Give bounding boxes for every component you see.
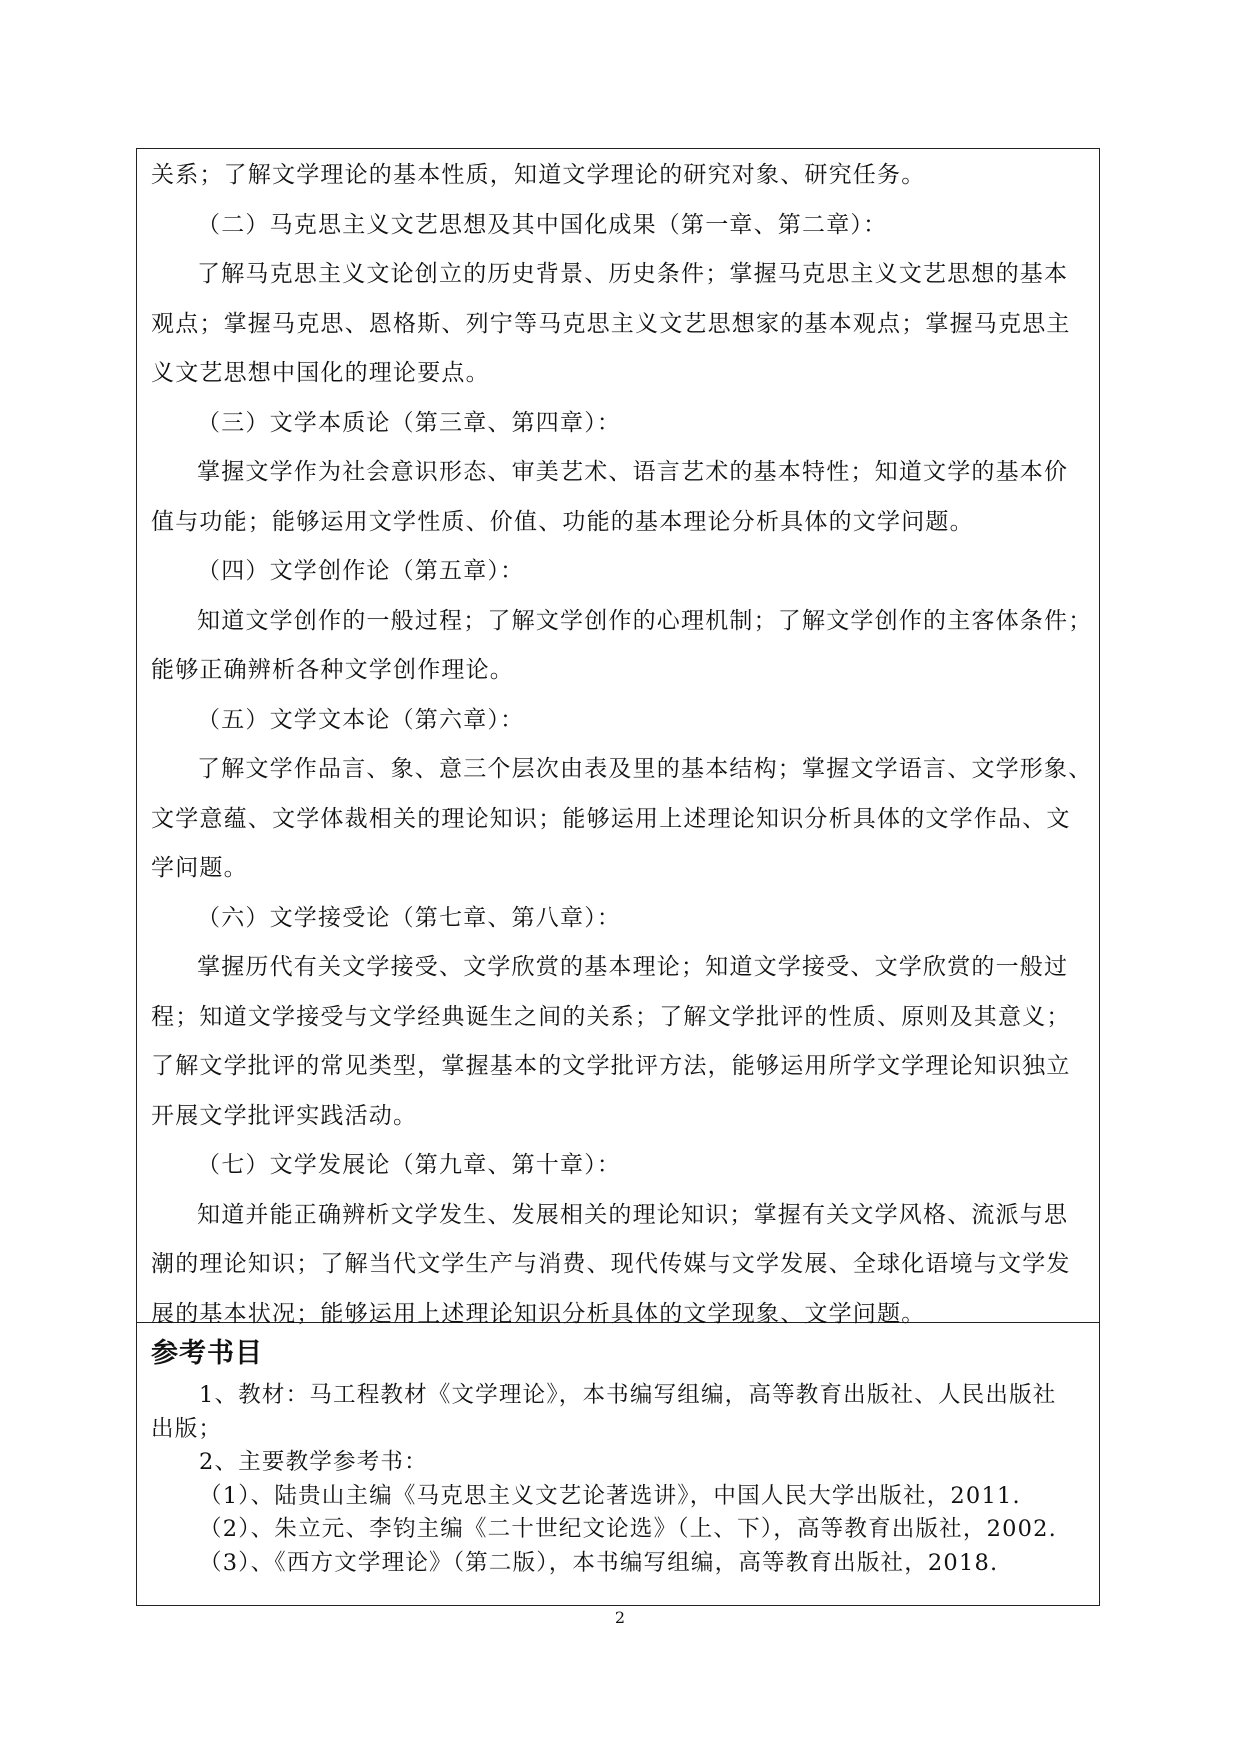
reference-item: （3）、《西方文学理论》（第二版），本书编写组编，高等教育出版社，2018. <box>199 1549 999 1576</box>
reference-item: （2）、朱立元、李钧主编《二十世纪文论选》（上、下），高等教育出版社，2002. <box>199 1516 1057 1542</box>
objectives-line: 了解文学批评的常见类型，掌握基本的文学批评方法，能够运用所学文学理论知识独立 <box>151 1053 1071 1079</box>
objectives-line: 了解马克思主义文论创立的历史背景、历史条件；掌握马克思主义文艺思想的基本 <box>197 261 1069 287</box>
objectives-line: 知道并能正确辨析文学发生、发展相关的理论知识；掌握有关文学风格、流派与思 <box>197 1201 1069 1228</box>
objectives-line: 能够正确辨析各种文学创作理论。 <box>151 657 514 683</box>
page-number: 2 <box>614 1608 626 1627</box>
objectives-line: 掌握历代有关文学接受、文学欣赏的基本理论；知道文学接受、文学欣赏的一般过 <box>197 954 1069 980</box>
textbook-line: 1、教材：马工程教材《文学理论》，本书编写组编，高等教育出版社、人民出版社 <box>199 1382 1057 1408</box>
main-references-label: 2、主要教学参考书： <box>199 1449 428 1475</box>
objectives-cell <box>137 149 1099 1327</box>
objectives-line: 关系；了解文学理论的基本性质，知道文学理论的研究对象、研究任务。 <box>151 162 926 188</box>
objectives-line: 学问题。 <box>151 855 248 881</box>
section-heading-6: （六）文学接受论（第七章、第八章）： <box>197 904 622 931</box>
objectives-line: 展的基本状况；能够运用上述理论知识分析具体的文学现象、文学问题。 <box>151 1300 926 1327</box>
objectives-line: 义文艺思想中国化的理论要点。 <box>151 360 490 386</box>
textbook-line-continued: 出版； <box>151 1415 223 1442</box>
objectives-line: 程；知道文学接受与文学经典诞生之间的关系；了解文学批评的性质、原则及其意义； <box>151 1003 1071 1030</box>
section-heading-2: （二）马克思主义文艺思想及其中国化成果（第一章、第二章）： <box>197 211 888 238</box>
objectives-line: 了解文学作品言、象、意三个层次由表及里的基本结构；掌握文学语言、文学形象、 <box>197 756 1093 782</box>
reference-item: （1）、陆贵山主编《马克思主义文艺论著选讲》，中国人民大学出版社，2011. <box>199 1482 1021 1509</box>
objectives-line: 掌握文学作为社会意识形态、审美艺术、语言艺术的基本特性；知道文学的基本价 <box>197 459 1069 485</box>
objectives-line: 值与功能；能够运用文学性质、价值、功能的基本理论分析具体的文学问题。 <box>151 508 974 535</box>
objectives-line: 观点；掌握马克思、恩格斯、列宁等马克思主义文艺思想家的基本观点；掌握马克思主 <box>151 310 1071 337</box>
content-table <box>136 148 1100 1606</box>
objectives-line: 文学意蕴、文学体裁相关的理论知识；能够运用上述理论知识分析具体的文学作品、文 <box>151 805 1071 832</box>
references-heading: 参考书目 <box>151 1338 263 1369</box>
objectives-line: 开展文学批评实践活动。 <box>151 1102 418 1129</box>
section-heading-4: （四）文学创作论（第五章）： <box>197 558 525 584</box>
section-heading-5: （五）文学文本论（第六章）： <box>197 706 525 733</box>
objectives-line: 潮的理论知识；了解当代文学生产与消费、现代传媒与文学发展、全球化语境与文学发 <box>151 1251 1071 1277</box>
references-cell <box>137 1323 1099 1605</box>
objectives-line: 知道文学创作的一般过程；了解文学创作的心理机制；了解文学创作的主客体条件； <box>197 607 1093 634</box>
section-heading-7: （七）文学发展论（第九章、第十章）： <box>197 1152 622 1178</box>
section-heading-3: （三）文学本质论（第三章、第四章）： <box>197 409 622 436</box>
